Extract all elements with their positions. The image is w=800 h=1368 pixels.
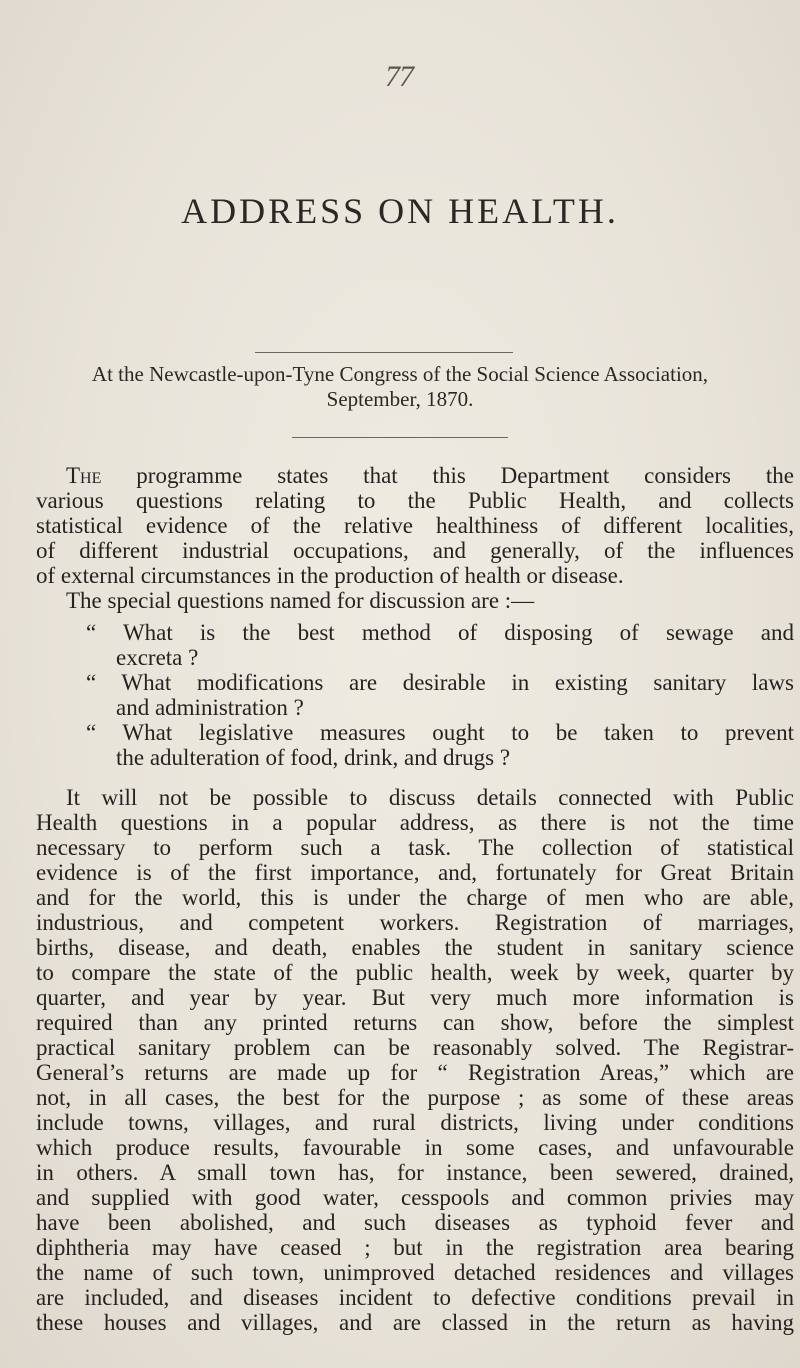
- paragraph-line: of external circumstances in the production of health or disease.: [36, 563, 624, 588]
- paragraph-line: have been abolished, and such diseases as typhoid fever and: [36, 1210, 794, 1235]
- paragraph-line: General’s returns are made up for “ Registration Areas,” which are: [36, 1060, 794, 1085]
- paragraph-line: are included, and diseases incident to defective conditions prevail in: [36, 1285, 794, 1310]
- title-divider-bottom: [292, 437, 508, 438]
- page-title: ADDRESS ON HEALTH.: [181, 191, 619, 231]
- paragraph-line: [36, 463, 794, 488]
- paragraph-line: required than any printed returns can show, before the simplest: [36, 1010, 794, 1035]
- question-1-line-2: excreta ?: [116, 645, 199, 670]
- paragraph-line: various questions relating to the Public Health, and collects: [36, 488, 794, 513]
- paragraph-line: and supplied with good water, cesspools and common privies may: [36, 1185, 794, 1210]
- subtitle: [0, 362, 800, 412]
- paragraph-intro: [36, 463, 794, 613]
- title-divider-top: [255, 352, 513, 353]
- paragraph-lead-word: The: [66, 463, 102, 488]
- paragraph-line: The special questions named for discussion are :—: [66, 588, 535, 613]
- paragraph-line: which produce results, favourable in some cases, and unfavourable: [36, 1135, 794, 1160]
- paragraph-line: industrious, and competent workers. Registration of marriages,: [36, 910, 794, 935]
- paragraph-line: of different industrial occupations, and generally, of the influences: [36, 538, 794, 563]
- paragraph-line: It will not be possible to discuss details connected with Public: [66, 785, 794, 810]
- paragraph-line: these houses and villages, and are classed in the return as having: [36, 1310, 794, 1335]
- subtitle-line-1: At the Newcastle-upon-Tyne Congress of the Social Science Association,: [91, 362, 709, 386]
- subtitle-line-2: September, 1870.: [326, 387, 474, 411]
- paragraph-line: evidence is of the first importance, and, fortunately for Great Britain: [36, 860, 794, 885]
- paragraph-line: the name of such town, unimproved detached residences and villages: [36, 1260, 794, 1285]
- paragraph-line-text: programme states that this Department considers the: [136, 463, 794, 488]
- page-number: 77: [385, 60, 413, 93]
- paragraph-main: [36, 785, 794, 1335]
- question-2-line-1: “ What modifications are desirable in existing sanitary laws: [86, 670, 794, 695]
- question-3-line-2: the adulteration of food, drink, and drugs ?: [116, 745, 511, 770]
- paragraph-line: quarter, and year by year. But very much more information is: [36, 985, 794, 1010]
- paragraph-line: statistical evidence of the relative healthiness of different localities,: [36, 513, 794, 538]
- paragraph-line: and for the world, this is under the charge of men who are able,: [36, 885, 794, 910]
- paragraph-line: to compare the state of the public health, week by week, quarter by: [36, 960, 794, 985]
- paragraph-line: diphtheria may have ceased ; but in the registration area bearing: [36, 1235, 794, 1260]
- paragraph-line: in others. A small town has, for instance, been sewered, drained,: [36, 1160, 794, 1185]
- paragraph-line: include towns, villages, and rural districts, living under conditions: [36, 1110, 794, 1135]
- paragraph-line: practical sanitary problem can be reasonably solved. The Registrar-: [36, 1035, 794, 1060]
- paragraph-line: Health questions in a popular address, as there is not the time: [36, 810, 794, 835]
- question-2-line-2: and administration ?: [116, 695, 304, 720]
- paragraph-line: necessary to perform such a task. The collection of statistical: [36, 835, 794, 860]
- question-3-line-1: “ What legislative measures ought to be taken to prevent: [86, 720, 794, 745]
- questions-list: [36, 620, 794, 770]
- question-1-line-1: “ What is the best method of disposing of sewage and: [86, 620, 794, 645]
- paragraph-line: births, disease, and death, enables the student in sanitary science: [36, 935, 794, 960]
- paragraph-line: not, in all cases, the best for the purpose ; as some of these areas: [36, 1085, 794, 1110]
